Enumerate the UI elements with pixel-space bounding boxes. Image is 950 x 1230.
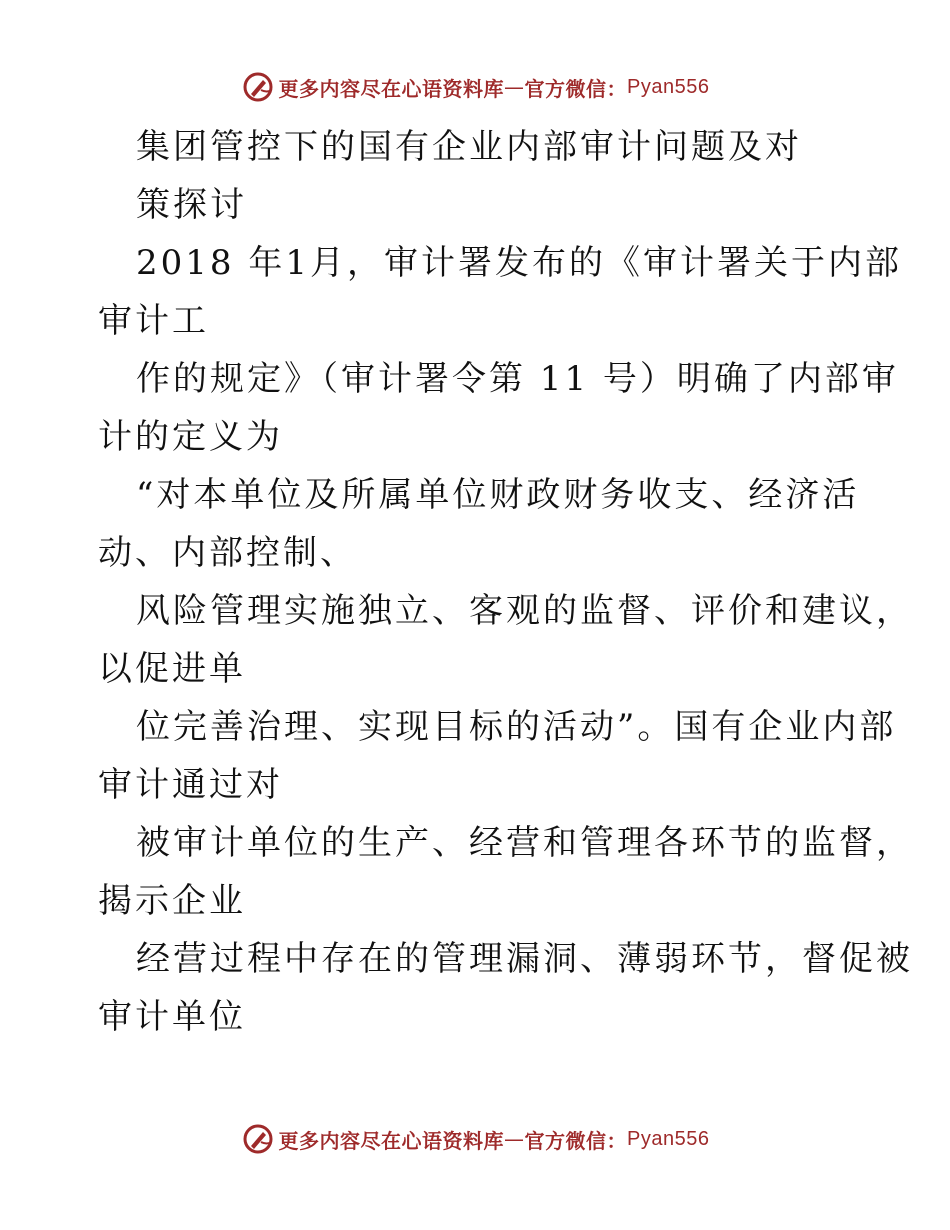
doc-line: 作的规定》（审计署令第 11 号）明确了内部审 (136, 359, 899, 399)
banner-separator: — (504, 1127, 525, 1151)
banner-contact-label: 官方微信： (524, 1128, 628, 1153)
doc-line: 审计通过对 (98, 765, 283, 805)
doc-line: 揭示企业 (98, 881, 246, 921)
doc-line: 经营过程中存在的管理漏洞、薄弱环节，督促被 (136, 939, 913, 979)
pen-circle-logo-icon (241, 1122, 275, 1156)
doc-line: 审计工 (98, 301, 209, 341)
doc-line: 策探讨 (136, 185, 247, 225)
doc-line: 风险管理实施独立、客观的监督、评价和建议， (136, 591, 913, 631)
doc-line: 被审计单位的生产、经营和管理各环节的监督， (136, 823, 913, 863)
banner-wechat-id: Pyan556 (627, 1127, 710, 1150)
banner-wechat-id: Pyan556 (627, 75, 710, 98)
pen-circle-logo-icon (241, 70, 275, 104)
doc-line: 集团管控下的国有企业内部审计问题及对 (136, 127, 802, 167)
doc-line: 以促进单 (98, 649, 246, 689)
header-banner (0, 70, 950, 104)
doc-line: 位完善治理、实现目标的活动”。国有企业内部 (136, 707, 897, 747)
doc-line: 审计单位 (98, 997, 246, 1037)
doc-line: 2018 年1月，审计署发布的《审计署关于内部 (136, 243, 902, 283)
footer-banner (0, 1122, 950, 1156)
doc-line: 动、内部控制、 (98, 533, 357, 573)
banner-site-text: 更多内容尽在心语资料库 (278, 1128, 505, 1153)
banner-separator: — (504, 75, 525, 99)
doc-line: “对本单位及所属单位财政财务收支、经济活 (136, 475, 860, 515)
banner-site-text: 更多内容尽在心语资料库 (278, 76, 505, 101)
doc-line: 计的定义为 (98, 417, 283, 457)
banner-contact-label: 官方微信： (524, 76, 628, 101)
document-body (98, 118, 913, 1046)
